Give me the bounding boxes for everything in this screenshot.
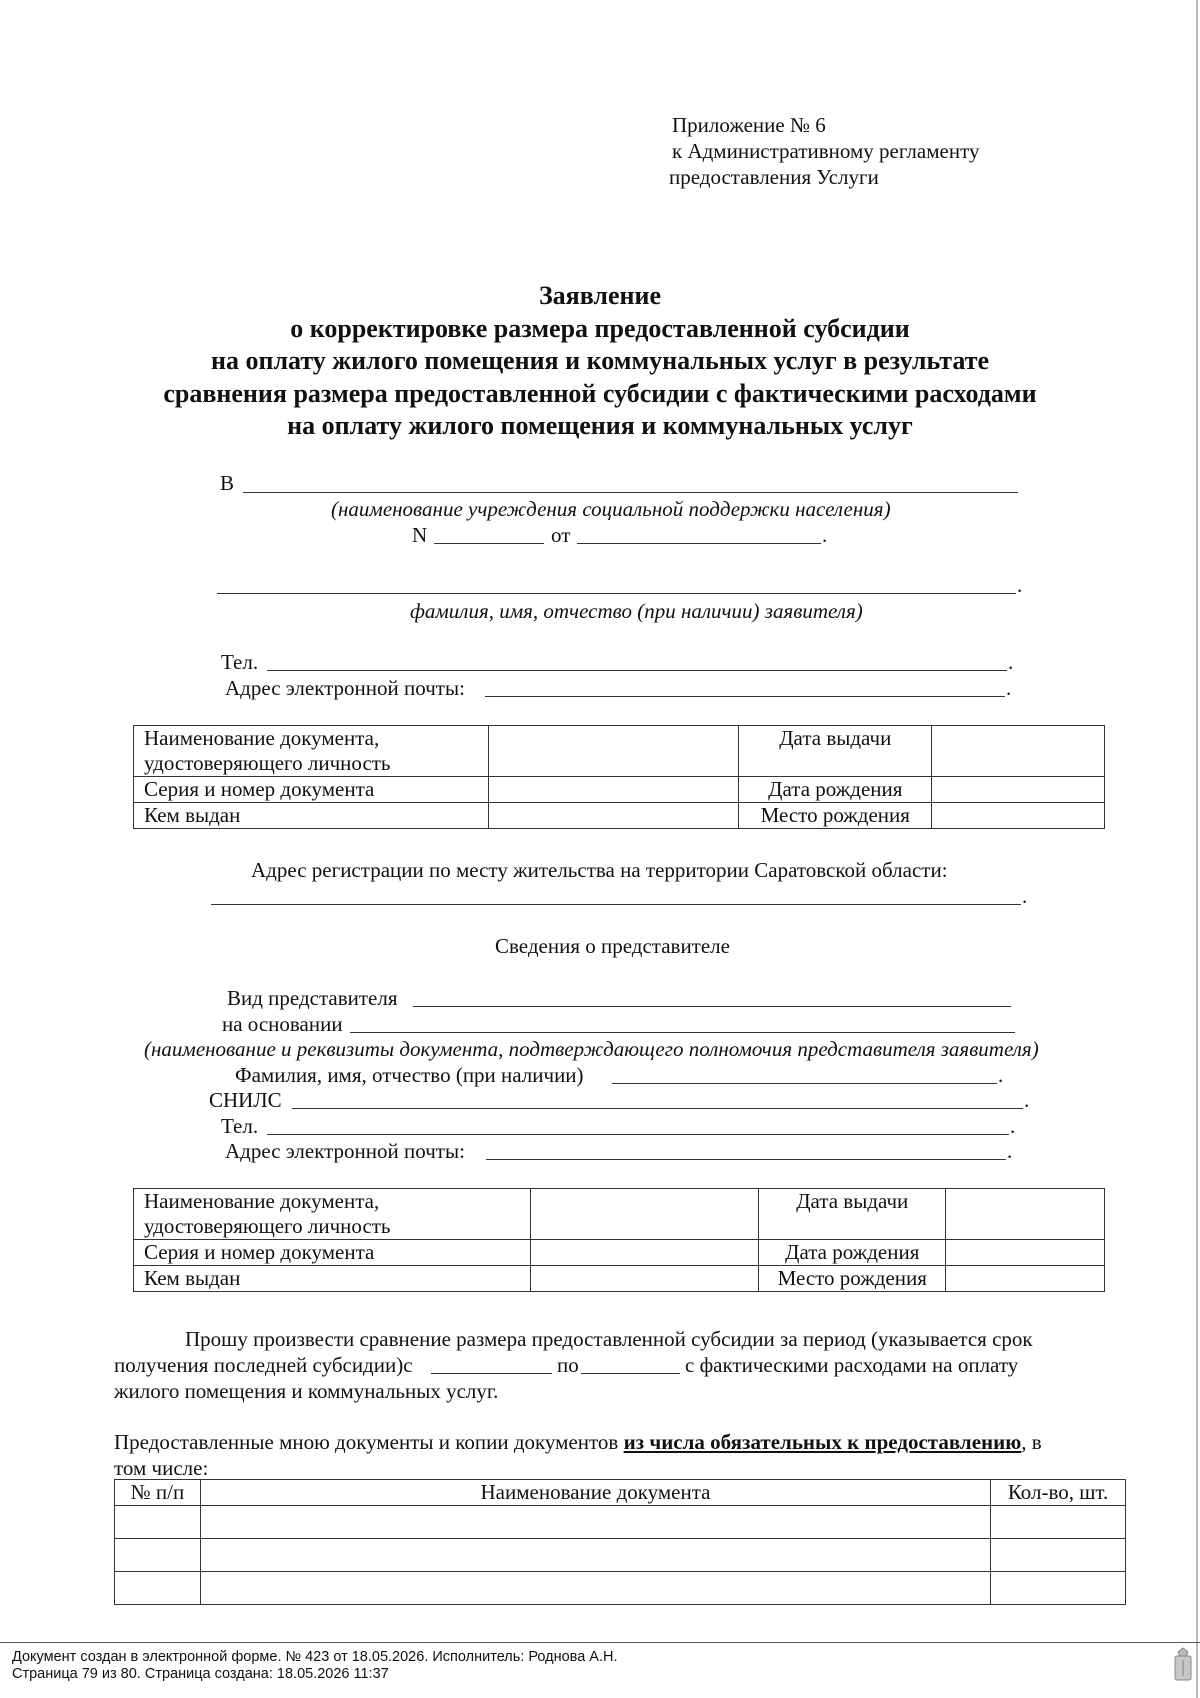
title-line: о корректировке размера предоставленной субсидии [290,313,910,343]
footer-line-1: Документ создан в электронной форме. № 423 от 18.05.2026. Исполнитель: Роднова А.Н. [12,1649,618,1665]
table-cell: Наименование документа, удостоверяющего личность [134,726,489,777]
table-cell: Дата выдачи [739,726,932,777]
number-field[interactable] [434,543,544,544]
rep-basis-field[interactable] [350,1032,1015,1033]
column-header: № п/п [115,1480,201,1506]
table-cell: Место рождения [759,1266,946,1292]
documents-intro-2: том числе: [114,1456,209,1480]
period-mark: . [1010,1114,1016,1138]
applicant-fio-hint: фамилия, имя, отчество (при наличии) заявителя) [410,599,863,623]
table-row [115,1572,1126,1605]
quantity-cell[interactable] [991,1572,1126,1605]
applicant-id-table [133,725,1105,829]
rep-basis-label: на основании [222,1012,343,1036]
rep-snils-field[interactable] [292,1108,1023,1109]
recipient-institution-field[interactable] [243,492,1018,493]
row-number-cell[interactable] [115,1506,201,1539]
doc-name-cell[interactable] [200,1572,990,1605]
title-line: на оплату жилого помещения и коммунальных услуг в результате [210,346,989,375]
appendix-number: Приложение № 6 [672,113,826,137]
table-cell: Дата выдачи [759,1189,946,1240]
table-cell: Наименование документа, удостоверяющего личность [134,1189,531,1240]
rep-snils-label: СНИЛС [209,1088,282,1112]
rep-email-label: Адрес электронной почты: [225,1139,465,1163]
period-mark: . [1008,650,1014,674]
footer-line-2: Страница 79 из 80. Страница создана: 18.05.2026 11:37 [12,1666,389,1682]
table-row [134,726,1105,777]
recipient-institution-hint: (наименование учреждения социальной поддержки населения) [331,497,891,521]
row-number-cell[interactable] [115,1572,201,1605]
representative-heading: Сведения о представителе [495,934,730,958]
doc-name-cell[interactable] [200,1506,990,1539]
request-line-2b: по [557,1353,579,1377]
applicant-phone-field[interactable] [267,670,1007,671]
birth-place-cell[interactable] [932,803,1105,829]
period-to-field[interactable] [581,1373,680,1374]
documents-intro: Предоставленные мною документы и копии документов из числа обязательных к предоставлению, в [114,1430,1042,1454]
period-mark: . [822,523,828,547]
rep-fio-label: Фамилия, имя, отчество (при наличии) [235,1063,584,1087]
address-field[interactable] [211,904,1021,905]
applicant-email-field[interactable] [485,696,1005,697]
period-from-field[interactable] [431,1373,552,1374]
table-cell: Кем выдан [134,1266,531,1292]
recipient-prefix: В [220,471,235,495]
date-label: от [551,523,571,547]
table-cell: Кем выдан [134,803,489,829]
documents-table [114,1479,1126,1605]
period-mark: . [1024,1088,1030,1112]
table-cell: Дата рождения [739,777,932,803]
rep-basis-hint: (наименование и реквизиты документа, подтверждающего полномочия представителя заявителя) [144,1037,1039,1061]
table-cell: Серия и номер документа [134,777,489,803]
doc-number-cell[interactable] [488,777,739,803]
request-line-3: жилого помещения и коммунальных услуг. [114,1379,499,1403]
applicant-email-label: Адрес электронной почты: [225,676,465,700]
table-cell: Дата рождения [759,1240,946,1266]
doc-number-cell[interactable] [530,1240,759,1266]
period-mark: . [1017,573,1023,597]
appendix-service: предоставления Услуги [669,165,879,189]
table-header-row [115,1480,1126,1506]
document-title [60,280,1140,443]
birth-date-cell[interactable] [932,777,1105,803]
coat-of-arms-icon [1173,1646,1193,1682]
table-cell: Место рождения [739,803,932,829]
quantity-cell[interactable] [991,1539,1126,1572]
page-edge [1196,0,1198,1698]
request-line-2c: с фактическими расходами на оплату [685,1353,1019,1377]
birth-place-cell[interactable] [946,1266,1105,1292]
doc-name-cell[interactable] [530,1189,759,1240]
quantity-cell[interactable] [991,1506,1126,1539]
footer-divider [0,1642,1200,1643]
issue-date-cell[interactable] [932,726,1105,777]
birth-date-cell[interactable] [946,1240,1105,1266]
issue-date-cell[interactable] [946,1189,1105,1240]
address-label: Адрес регистрации по месту жительства на территории Саратовской области: [251,858,948,882]
table-row [134,1189,1105,1240]
doc-name-cell[interactable] [488,726,739,777]
period-mark: . [1006,676,1012,700]
applicant-fio-field[interactable] [217,593,1016,594]
representative-id-table [133,1188,1105,1292]
table-row [134,777,1105,803]
period-mark: . [998,1063,1004,1087]
title-line: на оплату жилого помещения и коммунальных услуг [287,411,913,440]
table-row [134,803,1105,829]
table-row [115,1539,1126,1572]
title-line: Заявление [538,281,662,310]
documents-mandatory-emphasis: из числа обязательных к предоставлению [623,1430,1022,1454]
table-row [134,1266,1105,1292]
rep-phone-label: Тел. [221,1114,259,1138]
doc-name-cell[interactable] [200,1539,990,1572]
table-row [115,1506,1126,1539]
table-cell: Серия и номер документа [134,1240,531,1266]
issued-by-cell[interactable] [488,803,739,829]
rep-email-field[interactable] [486,1159,1006,1160]
appendix-regulation: к Административному регламенту [672,139,980,163]
rep-kind-field[interactable] [413,1006,1011,1007]
applicant-phone-label: Тел. [221,650,259,674]
period-mark: . [1007,1139,1013,1163]
table-row [134,1240,1105,1266]
rep-kind-label: Вид представителя [227,986,398,1010]
title-line: сравнения размера предоставленной субсидии с фактическими расходами [163,378,1037,408]
column-header: Наименование документа [200,1480,990,1506]
request-line-2a: получения последней субсидии)с [114,1353,413,1377]
request-line-1: Прошу произвести сравнение размера предоставленной субсидии за период (указывается срок [185,1327,1033,1351]
footer [12,1649,618,1683]
rep-phone-field[interactable] [267,1134,1009,1135]
row-number-cell[interactable] [115,1539,201,1572]
rep-fio-field[interactable] [612,1083,997,1084]
issued-by-cell[interactable] [530,1266,759,1292]
number-label: N [412,523,428,547]
column-header: Кол-во, шт. [991,1480,1126,1506]
period-mark: . [1022,884,1028,908]
date-field[interactable] [577,543,821,544]
